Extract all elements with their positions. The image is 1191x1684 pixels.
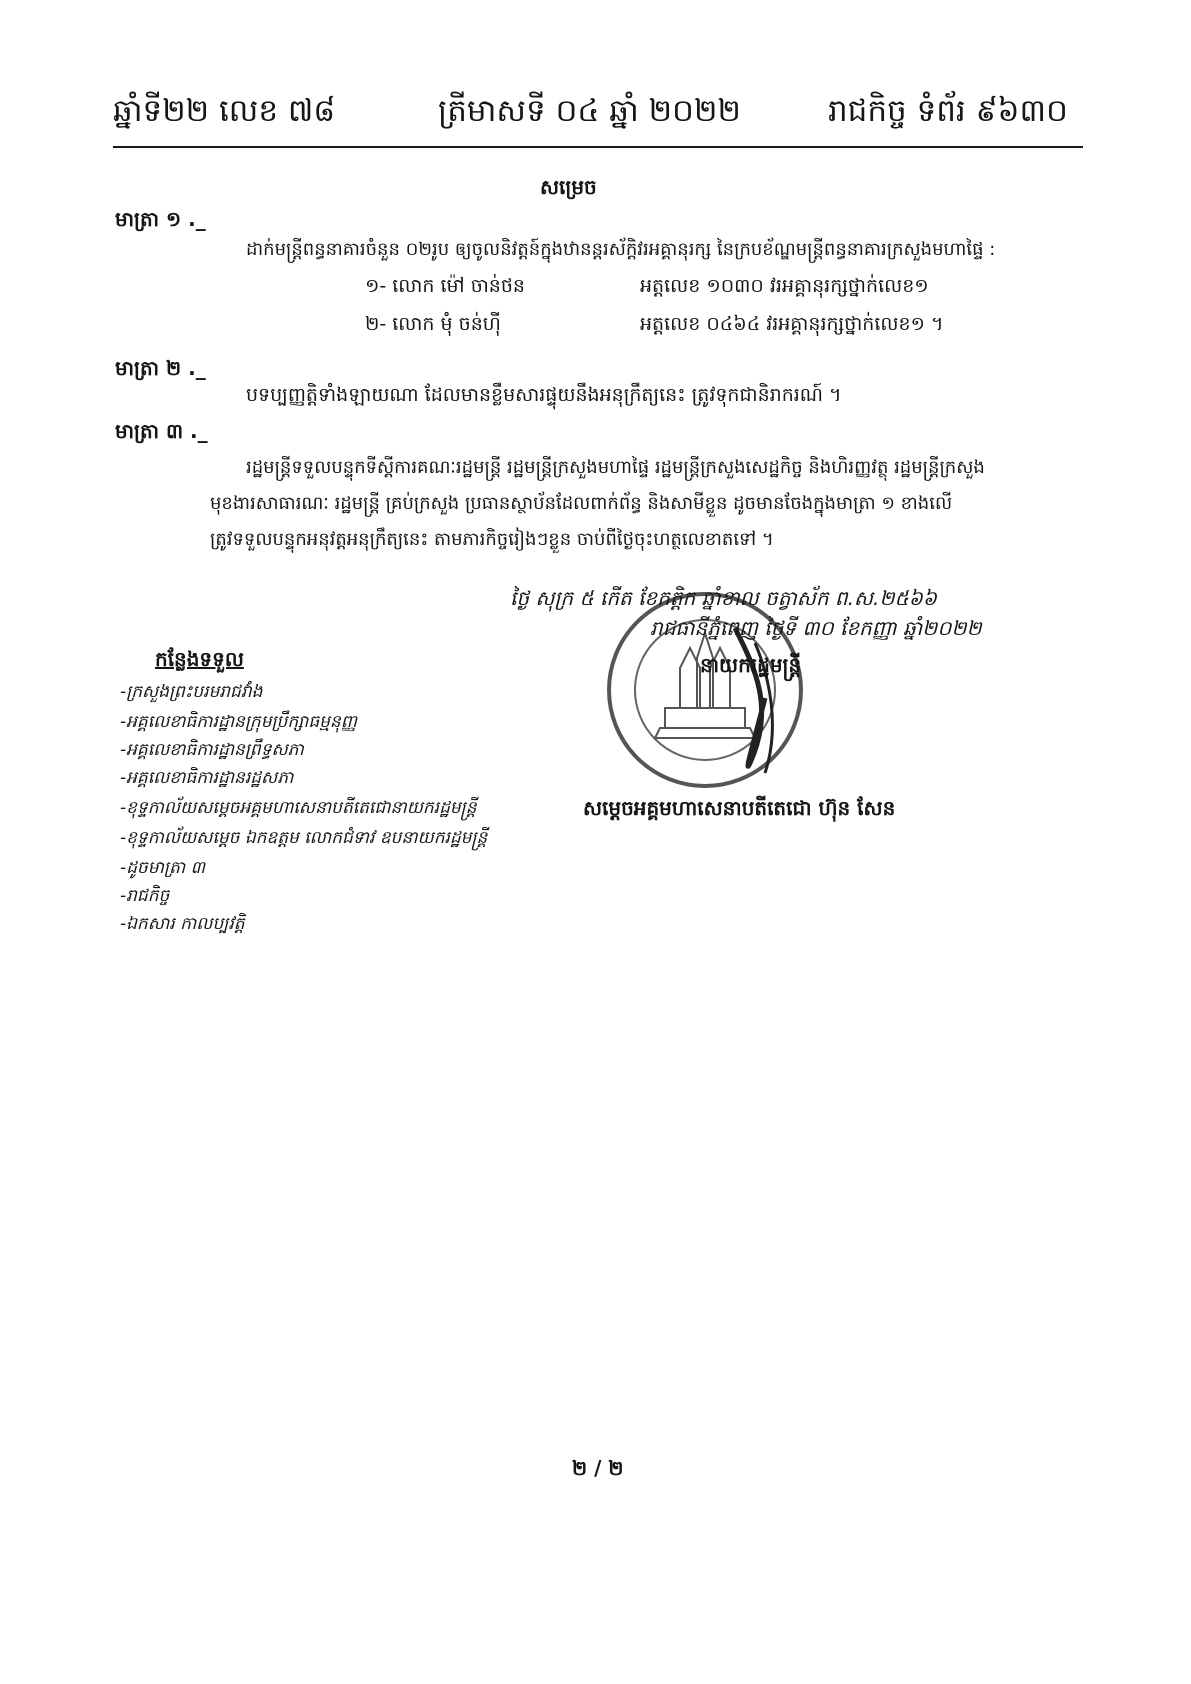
place-and-date: រាជធានីភ្នំពេញ ថ្ងៃទី ៣០ ខែកញ្ញា ឆ្នាំ២០២២ [650,616,982,640]
article-3-line-1: រដ្ឋមន្ត្រីទទួលបន្ទុកទីស្តីការគណៈរដ្ឋមន្ត្រី រដ្ឋមន្ត្រីក្រសួងមហាផ្ទៃ រដ្ឋមន្ត្រីក្រសួងសេដ្ឋកិច្ច និងហិរញ្ញវត្ថុ រដ្ឋមន្ត្រីក្រសួង [246,457,985,478]
person-2-name: ២- លោក មុំ ចន់ហ៊ី [365,313,501,335]
recipient-item: -ក្រសួងព្រះបរមរាជវាំង [120,682,263,702]
person-1-name: ១- លោក ម៉ៅ ចាន់ថន [365,275,525,297]
recipient-item: -ឯកសារ កាលប្បវត្តិ [120,914,245,934]
article-3-label: មាត្រា ៣ ._ [115,419,208,443]
article-1-text: ដាក់មន្ត្រីពន្ធនាគារចំនួន ០២រូប ឲ្យចូលនិវត្តន៍ក្នុងឋានន្តរស័ក្តិវរអគ្គានុរក្ស នៃក្របខ័ណ្ឌមន្ត្រីពន្ធនាគារក្រសួងមហាផ្ទៃ : [246,239,996,260]
signatory-name: សម្តេចអគ្គមហាសេនាបតីតេជោ ហ៊ុន សែន [583,796,896,820]
recipient-item: -អគ្គលេខាធិការដ្ឋានរដ្ឋសភា [120,768,294,788]
recipient-item: -អគ្គលេខាធិការដ្ឋានព្រឹទ្ធសភា [120,740,304,760]
recipient-item: -ដូចមាត្រា ៣ [120,858,206,878]
page-number: ២ / ២ [572,1456,624,1480]
article-2-text: បទប្បញ្ញត្តិទាំងឡាយណា ដែលមានខ្លឹមសារផ្ទុយនឹងអនុក្រឹត្យនេះ ត្រូវទុកជានិរាករណ៍ ។ [246,384,842,406]
recipient-item: -អគ្គលេខាធិការដ្ឋានក្រុមប្រឹក្សាធម្មនុញ្ញ [120,712,357,732]
recipients-title: កន្លែងទទួល [155,647,244,671]
recipient-item: -រាជកិច្ច [120,886,170,906]
lunar-date: ថ្ងៃ សុក្រ ៥ កើត ខែកត្តិក ឆ្នាំខាល ចត្វាស័ក ព.ស.២៥៦៦ [510,586,937,610]
article-1-label: មាត្រា ១ ._ [115,207,206,231]
article-3-line-2: មុខងារសាធារណៈ រដ្ឋមន្ត្រី គ្រប់ក្រសួង ប្រធានស្ថាប័នដែលពាក់ព័ន្ធ និងសាមីខ្លួន ដូចមានចែងក្នុងមាត្រា ១ ខាងលើ [210,493,953,514]
recipient-item: -ខុទ្ទកាល័យសម្តេច ឯកឧត្តម លោកជំទាវ ឧបនាយករដ្ឋមន្ត្រី [120,828,488,848]
person-1-rank: អត្តលេខ ១០៣០ វរអគ្គានុរក្សថ្នាក់លេខ១ [640,275,929,297]
gazette-page-number: រាជកិច្ច ទំព័រ ៩៦៣០ [828,93,1068,129]
decision-title: សម្រេច [540,175,597,199]
person-2-rank: អត្តលេខ ០៤៦៤ វរអគ្គានុរក្សថ្នាក់លេខ១ ។ [640,313,944,335]
signatory-title: នាយករដ្ឋមន្ត្រី [700,653,802,677]
article-2-label: មាត្រា ២ ._ [115,356,206,380]
header-rule [113,146,1083,148]
gazette-quarter: ត្រីមាសទី ០៤ ឆ្នាំ ២០២២ [438,93,741,129]
article-3-line-3: ត្រូវទទួលបន្ទុកអនុវត្តអនុក្រឹត្យនេះ តាមភារកិច្ចរៀងៗខ្លួន ចាប់ពីថ្ងៃចុះហត្ថលេខាតទៅ ។ [210,529,774,550]
gazette-year-issue: ឆ្នាំទី២២ លេខ ៧៨ [113,93,336,129]
recipient-item: -ខុទ្ទកាល័យសម្តេចអគ្គមហាសេនាបតីតេជោនាយករដ្ឋមន្ត្រី [120,798,477,818]
